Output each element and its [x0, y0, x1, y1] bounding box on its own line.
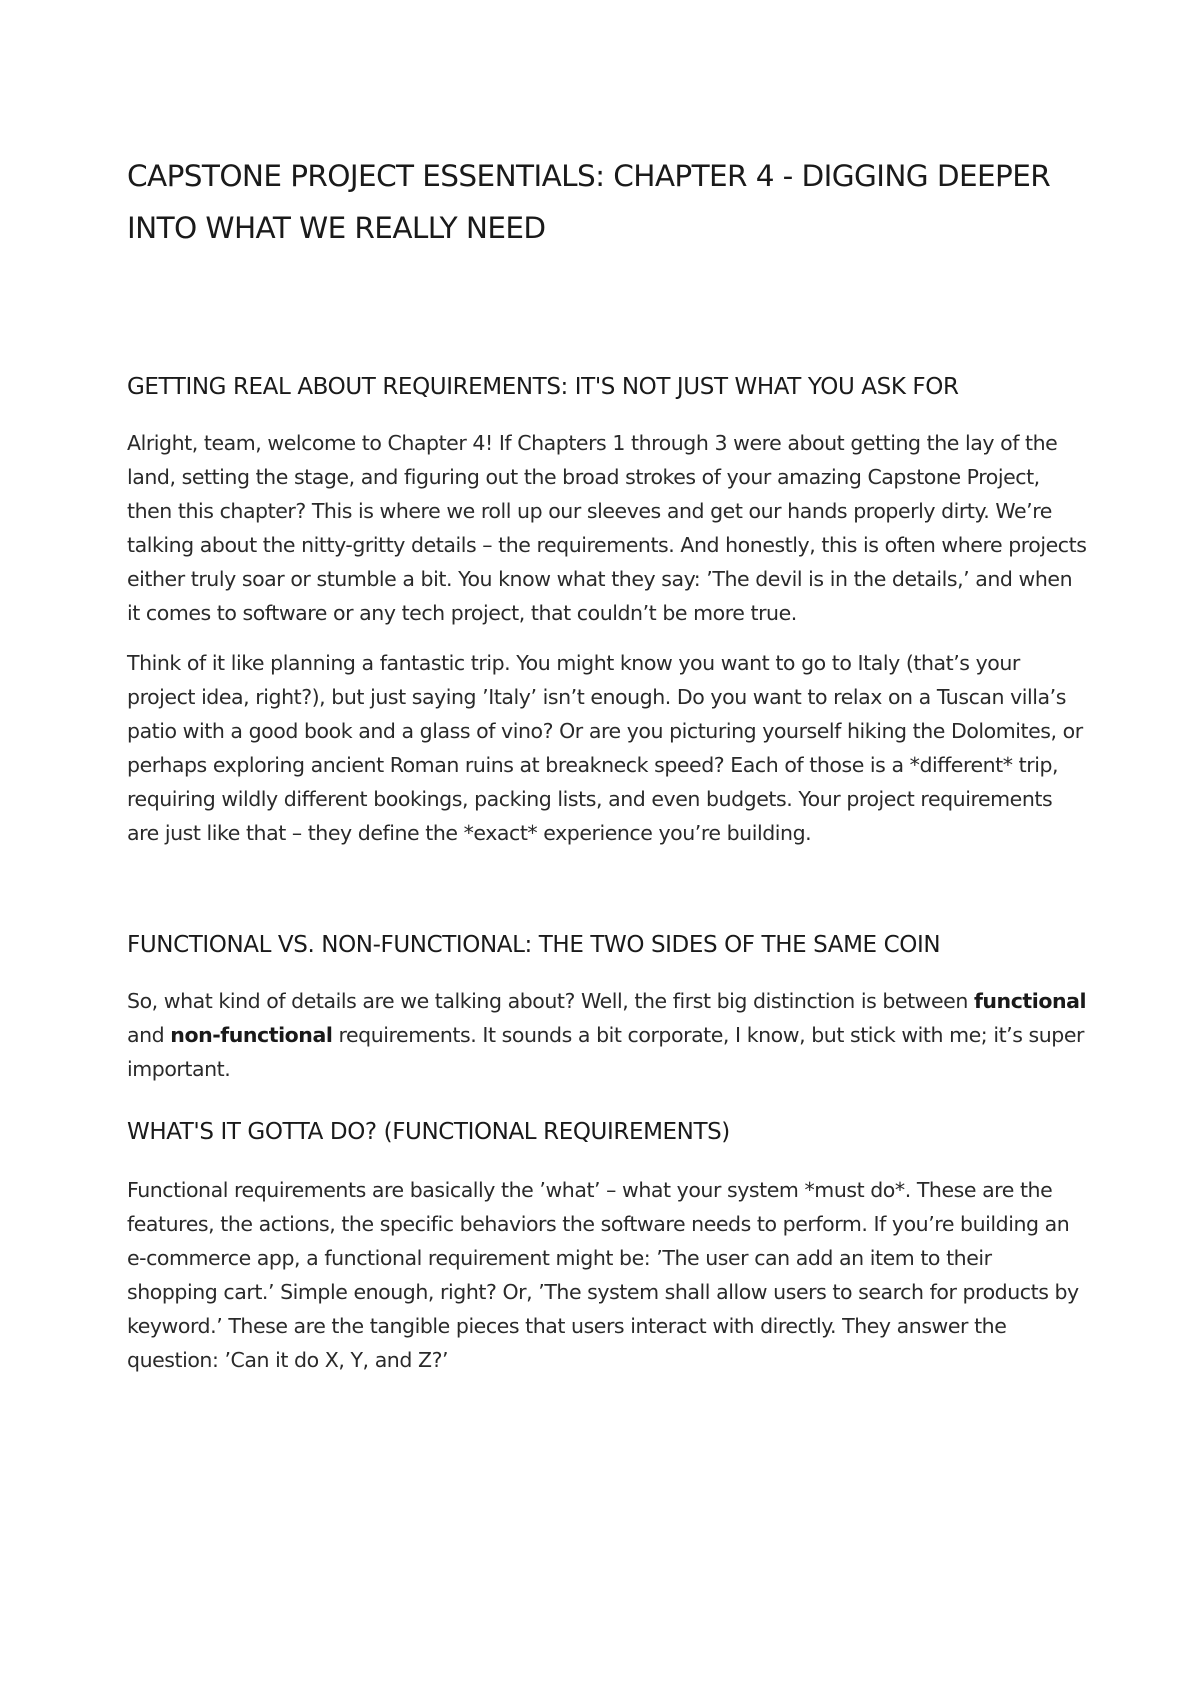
section-functional-vs-nonfunctional [127, 925, 1087, 1377]
bold-term-functional: functional [973, 989, 1087, 1013]
intro-text: So, what kind of details are we talking about? Well, the first big distinction is between [127, 989, 974, 1013]
subsection-heading: WHAT'S IT GOTTA DO? (FUNCTIONAL REQUIREMENTS) [127, 1119, 730, 1145]
body-paragraph: Functional requirements are basically the ’what’ – what your system *must do*. These are the features, the actions, the specific behaviors the software needs to perform. If you’re building an e-commerce app, a functional requirement might be: ’The user can add an item to their shopping cart.’ Simple enough, right? Or, ’The system shall allow users to search for products by keyword.’ These are the tangible pieces that users interact with directly. They answer the question: ’Can it do X, Y, and Z?’ [127, 1178, 1079, 1372]
body-paragraph: Think of it like planning a fantastic trip. You might know you want to go to Italy (that’s your project idea, right?), but just saying ’Italy’ isn’t enough. Do you want to relax on a Tuscan villa’s patio with a good book and a glass of vino? Or are you picturing yourself hiking the Dolomites, or perhaps exploring ancient Roman ruins at breakneck speed? Each of those is a *different* trip, requiring wildly different bookings, packing lists, and even budgets. Your project requirements are just like that – they define the *exact* experience you’re building. [127, 651, 1083, 845]
body-paragraph: Alright, team, welcome to Chapter 4! If Chapters 1 through 3 were about getting the lay of the land, setting the stage, and figuring out the broad strokes of your amazing Capstone Project, then this chapter? This is where we roll up our sleeves and get our hands properly dirty. We’re talking about the nitty-gritty details – the requirements. And honestly, this is often where projects either truly soar or stumble a bit. You know what they say: ’The devil is in the details,’ and when it comes to software or any tech project, that couldn’t be more true. [127, 431, 1087, 625]
bold-term-non-functional: non-functional [170, 1023, 333, 1047]
section-heading: FUNCTIONAL VS. NON-FUNCTIONAL: THE TWO SIDES OF THE SAME COIN [127, 932, 941, 958]
intro-paragraph [127, 984, 1087, 1086]
intro-text: and [127, 1023, 171, 1047]
section-heading: GETTING REAL ABOUT REQUIREMENTS: IT'S NOT JUST WHAT YOU ASK FOR [127, 374, 959, 400]
document-page [127, 150, 1087, 1377]
section-requirements [127, 367, 1087, 850]
document-title: CAPSTONE PROJECT ESSENTIALS: CHAPTER 4 - DIGGING DEEPER INTO WHAT WE REALLY NEED [127, 159, 1051, 245]
intro-text: requirements. It sounds a bit corporate, I know, but stick with me; it’s super important. [127, 1023, 1084, 1081]
